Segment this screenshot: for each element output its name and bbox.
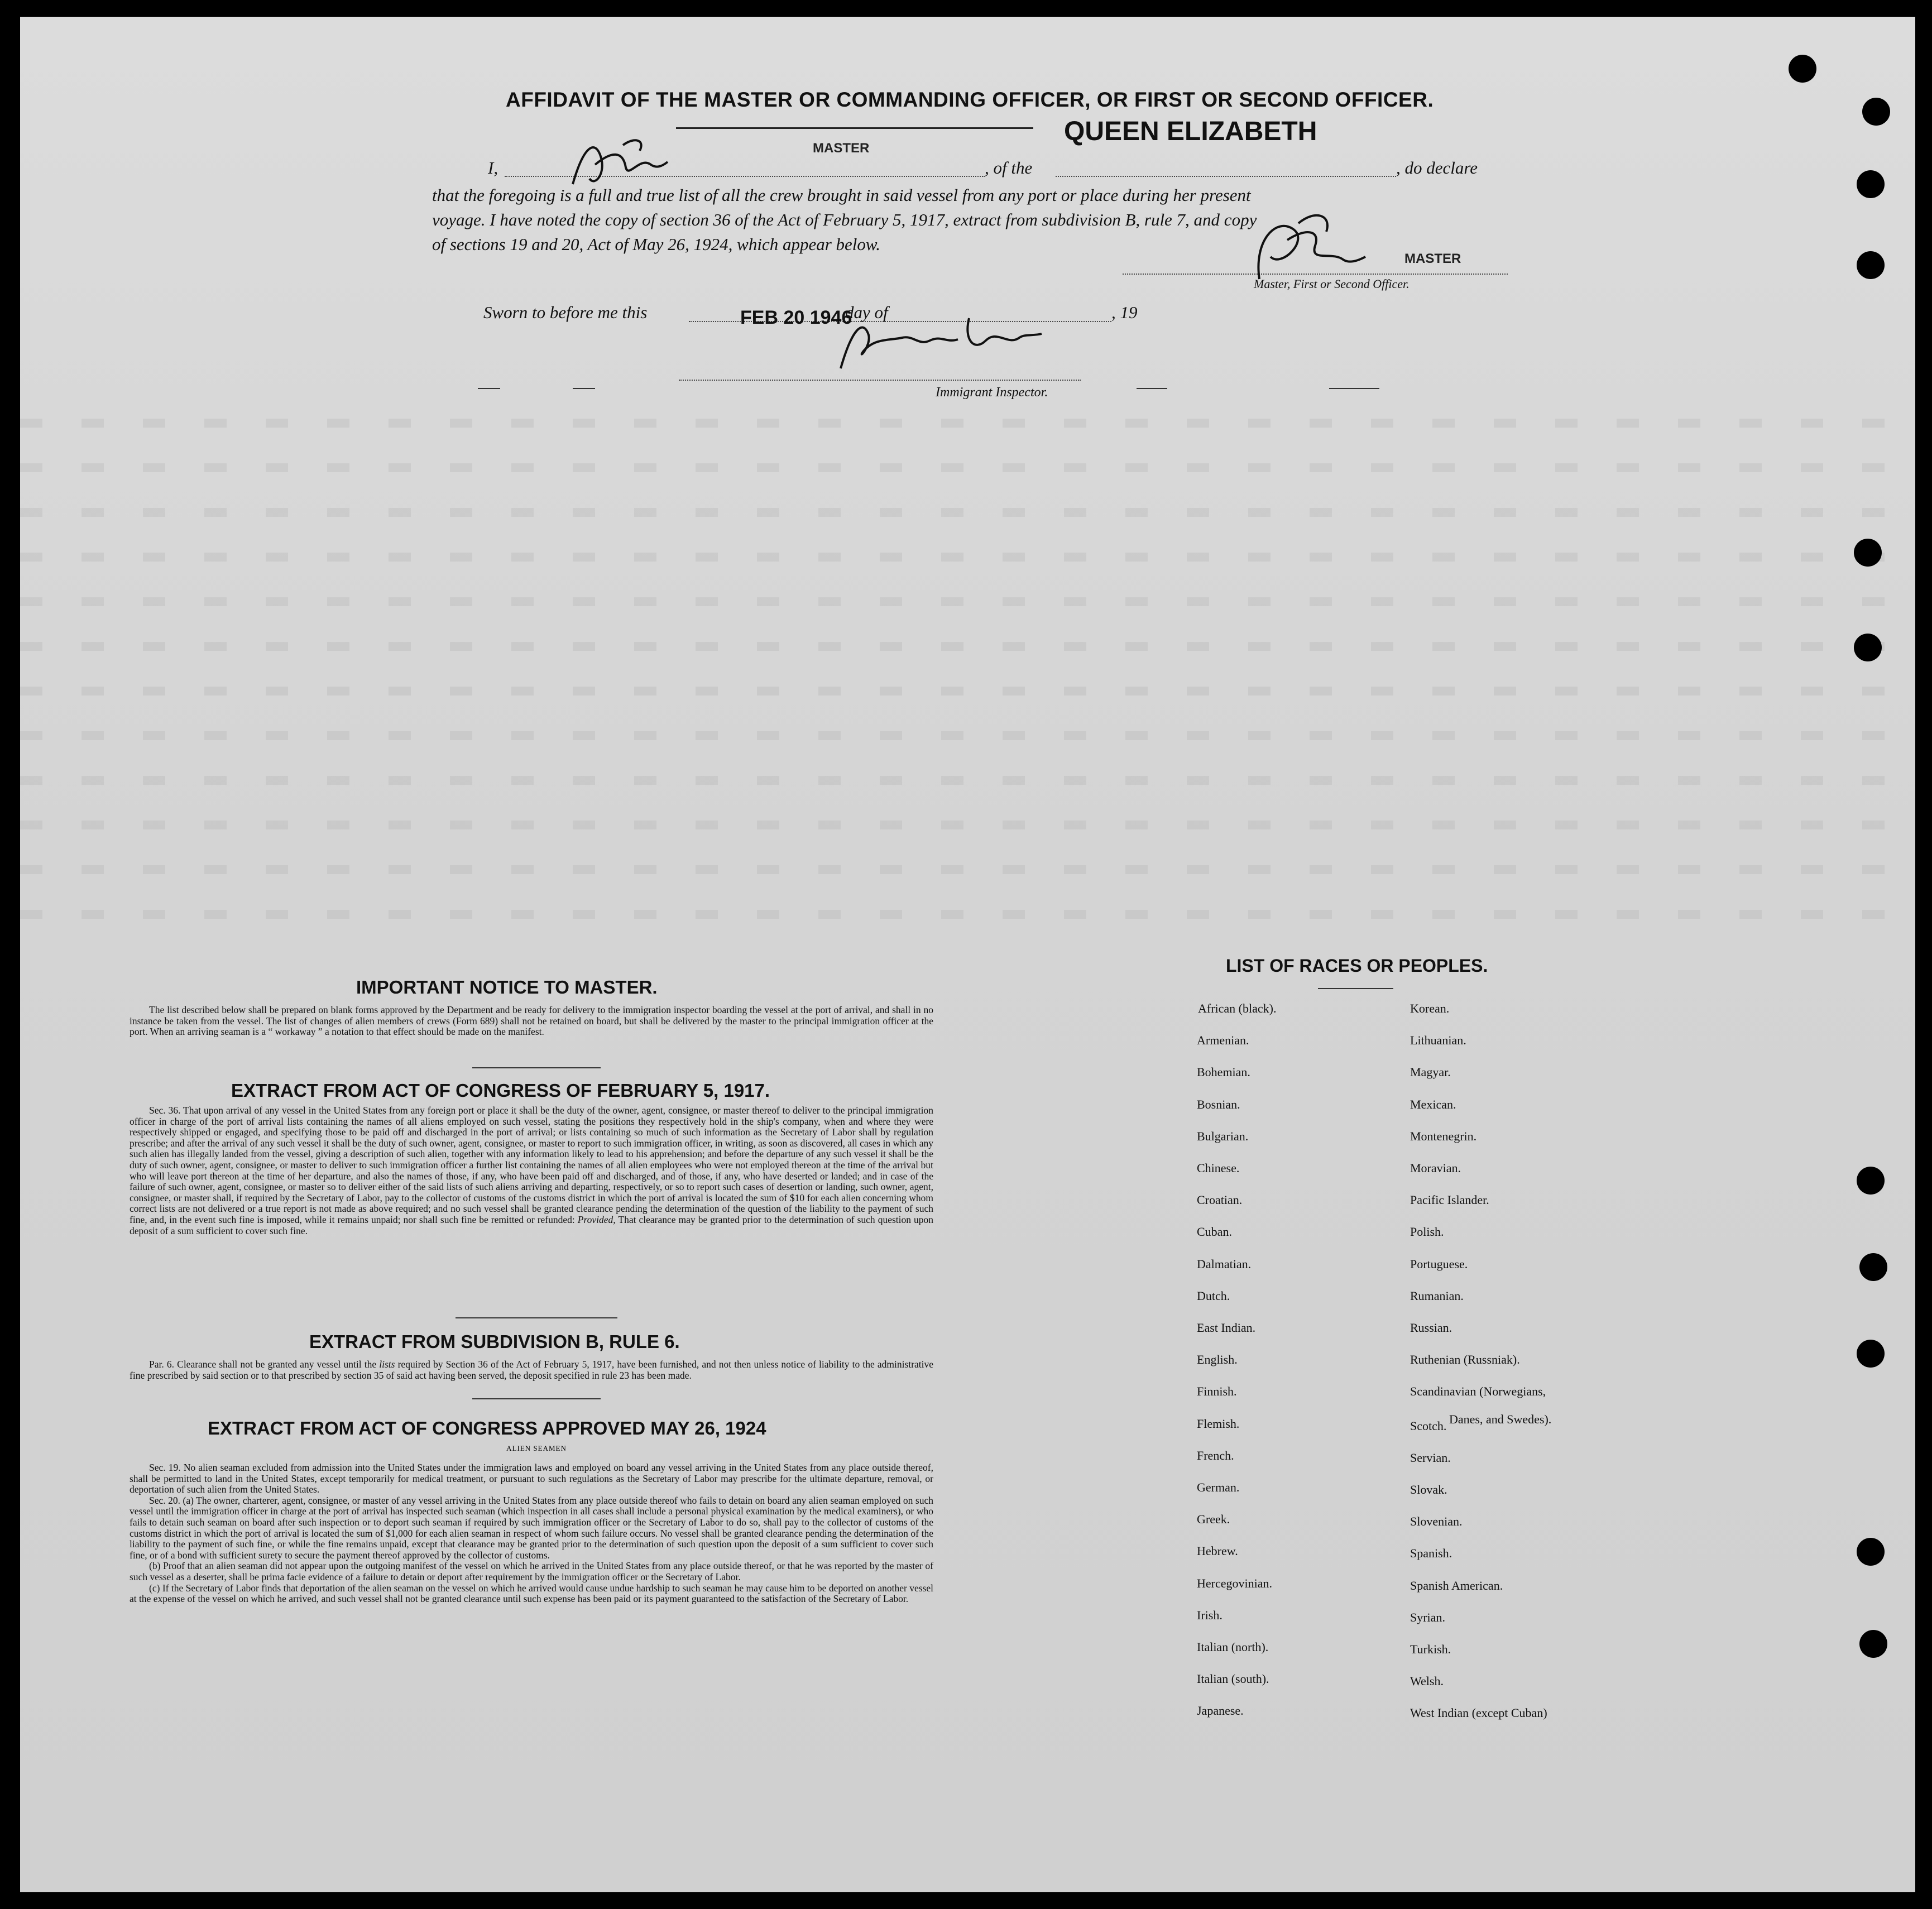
- short-dash: [1137, 388, 1167, 389]
- race-item: African (black).: [1198, 1001, 1277, 1015]
- binder-hole: [1857, 1167, 1885, 1195]
- race-item: Magyar.: [1410, 1065, 1451, 1080]
- declare-suffix: , do declare: [1396, 158, 1478, 178]
- inspector-caption: Immigrant Inspector.: [936, 385, 1048, 400]
- binder-hole: [1857, 170, 1885, 198]
- race-item: Greek.: [1197, 1512, 1230, 1527]
- race-item: Irish.: [1197, 1608, 1223, 1622]
- bleed-through-row: [20, 865, 1915, 874]
- inspector-signature-field: [679, 380, 1081, 381]
- officer-rank-stamp: MASTER: [1404, 251, 1461, 266]
- race-item: Korean.: [1410, 1001, 1450, 1015]
- par-6-text-a: Clearance shall not be granted any vessel until the: [177, 1359, 377, 1370]
- race-item: English.: [1197, 1352, 1238, 1367]
- extract-rule6-title: EXTRACT FROM SUBDIVISION B, RULE 6.: [309, 1331, 680, 1352]
- race-item: Turkish.: [1410, 1642, 1451, 1656]
- extract-1924-title: EXTRACT FROM ACT OF CONGRESS APPROVED MAY 26, 1924: [208, 1418, 766, 1438]
- race-item: Japanese.: [1197, 1704, 1244, 1718]
- lists-word: lists: [379, 1359, 395, 1370]
- race-item: Hercegovinian.: [1197, 1576, 1272, 1590]
- extract-rule6-body: [130, 1359, 933, 1381]
- race-item: Polish.: [1410, 1225, 1444, 1239]
- notice-title: IMPORTANT NOTICE TO MASTER.: [356, 977, 658, 997]
- year-prefix: , 19: [1111, 303, 1138, 322]
- section-divider: [456, 1317, 617, 1318]
- race-item: Montenegrin.: [1410, 1129, 1477, 1143]
- binder-hole: [1857, 1538, 1885, 1566]
- proviso-text: That clearance may be granted prior to the determination of such question upon deposit of a sum sufficient to cover such fine.: [130, 1213, 934, 1236]
- race-item: Spanish.: [1410, 1546, 1452, 1561]
- binder-hole: [1857, 1340, 1885, 1368]
- bleed-through-row: [20, 419, 1915, 428]
- sec-20a-text: The owner, charterer, agent, consignee, or master of any vessel arriving in the United States from any place outside thereof who fails to detain on board any alien seaman employed on such vessel until the immigration officer in charge at the port of arrival has inspected such seaman (which inspection in all cases shall include a personal physical examination by the medical examiners), or who fails to detain such seaman on board after such inspection or to deport such seaman if required by such immigration officer or the Secretary of Labor to do so, shall pay to the collector of customs of the customs district in which the port of arrival is located the sum of $1,000 for each alien seaman in respect of whom such failure occurs. No vessel shall be granted clearance pending the determination of the liability to the payment of such fine, or while the fine remains unpaid, except that clearance may be granted prior to the determination of such question upon the deposit of a sum sufficient to cover such fine, or of a bond with sufficient surety to secure the payment thereof approved by the collector of customs.: [130, 1494, 933, 1561]
- race-item: Pacific Islander.: [1410, 1193, 1489, 1207]
- race-item: Mexican.: [1410, 1097, 1456, 1111]
- section-divider: [472, 1067, 601, 1068]
- bleed-through-row: [20, 687, 1915, 696]
- declare-of-the: , of the: [985, 158, 1033, 178]
- short-dash: [1329, 388, 1379, 389]
- manifest-page: [20, 17, 1915, 1892]
- bleed-through-row: [20, 597, 1915, 606]
- binder-hole: [1859, 1630, 1887, 1658]
- bleed-through-row: [20, 642, 1915, 651]
- race-item: Flemish.: [1197, 1416, 1240, 1431]
- sworn-date-stamp: FEB 20 1946: [740, 307, 852, 328]
- inspector-signature: [824, 307, 1047, 380]
- sec-20c-text: (c) If the Secretary of Labor finds that deportation of the alien seaman on the vessel on which he arrived would cause undue hardship to such seaman he may cause him to be deported on another vessel at the expense of the vessel on which he arrived, and such vessel shall not be granted clearance until such expense has been paid or its payment guaranteed to the satisfaction of the Secretary of Labor.: [130, 1582, 933, 1605]
- binder-hole: [1854, 539, 1882, 567]
- race-item: Russian.: [1410, 1321, 1452, 1335]
- sec-36-text: That upon arrival of any vessel in the United States from any foreign port or place it shall be the duty of the owner, agent, consignee, or master thereof to deliver to the principal immigration officer in charge of the port of arrival lists containing the names of all aliens employed on such vessel, stating the positions they respectively hold in the ship's company, when and where they were respectively shipped or engaged, and specifying those to be paid off and discharged in the port of arrival; or lists containing so much of such information as the Secretary of Labor shall by regulation prescribe; and after the arrival of any such vessel it shall be the duty of such owner, agent, consignee, or master to report to such immigration officer, in writing, as soon as discovered, all cases in which any such alien has illegally landed from the vessel, giving a description of such alien, together with any information likely to lead to his apprehension; and before the departure of any such vessel it shall be the duty of such owner, agent, consignee, or master to deliver to such immigration officer a further list containing the names of all alien employees who were not employed thereon at the time of the arrival but who will leave port thereon at the time of her departure, and also the names of those, if any, who have been paid off and discharged, and of those, if any, who have deserted or landed; and in case of the failure of such owner, agent, consignee, or master so to deliver either of the said lists of such aliens arriving and departing, respectively, or so to report such cases of desertion or landing, such owner, agent, consignee, or master shall, if required by the Secretary of Labor, pay to the collector of customs of the customs district in which the port of arrival is located the sum of $10 for each alien concerning whom correct lists are not delivered or a true report is not made as above required; and no such vessel shall be granted clearance pending the determination of the question of the liability to the payment of such fine, and, in the event such fine is imposed, while it remains unpaid; nor shall such fine be remitted or refunded:: [130, 1105, 933, 1225]
- sec-20-label: Sec. 20. (a): [149, 1494, 194, 1506]
- race-item: East Indian.: [1197, 1321, 1256, 1335]
- race-item: Bohemian.: [1197, 1065, 1250, 1080]
- affidavit-body-line3: of sections 19 and 20, Act of May 26, 1924, which appear below.: [432, 234, 881, 254]
- affidavit-body-line2: voyage. I have noted the copy of section 36 of the Act of February 5, 1917, extract from subdivision B, rule 7, and copy: [432, 210, 1257, 229]
- declare-prefix: I,: [488, 158, 498, 178]
- race-item: Moravian.: [1410, 1161, 1461, 1175]
- race-item: Rumanian.: [1410, 1288, 1464, 1303]
- bleed-through-row: [20, 910, 1915, 919]
- short-dash: [478, 388, 500, 389]
- race-item: Lithuanian.: [1410, 1033, 1466, 1048]
- day-of: day of: [845, 303, 888, 322]
- race-item: Finnish.: [1197, 1384, 1237, 1399]
- bleed-through-row: [20, 463, 1915, 472]
- bleed-through-row: [20, 553, 1915, 562]
- section-divider: [472, 1398, 601, 1399]
- master-signature: [562, 134, 673, 195]
- proviso-label: Provided,: [577, 1213, 616, 1225]
- race-item: Cuban.: [1197, 1225, 1232, 1239]
- race-item: Syrian.: [1410, 1610, 1445, 1624]
- binder-hole: [1862, 98, 1890, 126]
- binder-hole: [1789, 55, 1816, 83]
- race-item: Dutch.: [1197, 1288, 1230, 1303]
- races-title: LIST OF RACES OR PEOPLES.: [1226, 956, 1488, 976]
- race-item: West Indian (except Cuban): [1410, 1706, 1547, 1720]
- race-item: Scandinavian (Norwegians,: [1410, 1384, 1546, 1399]
- race-item: Scotch.: [1410, 1418, 1447, 1433]
- race-item: Welsh.: [1410, 1674, 1444, 1689]
- notice-text: The list described below shall be prepared on blank forms approved by the Department and be ready for delivery to the immigration inspector boarding the vessel at the port of arrival, and shall in no instance be taken from the vessel. The list of changes of alien members of crews (Form 689) shall not be retained on board, but shall be delivered by the master to the principal immigration officer at the port. When an arriving seaman is a “ workaway ” a notation to that effect should be made on the manifest.: [130, 1004, 933, 1038]
- alien-seamen-subtitle: ALIEN SEAMEN: [506, 1444, 567, 1452]
- affidavit-body-line1: that the foregoing is a full and true list of all the crew brought in said vessel from any port or place during her present: [432, 185, 1251, 205]
- race-item: Dalmatian.: [1197, 1256, 1252, 1271]
- race-item: German.: [1197, 1480, 1240, 1494]
- extract-1924-body: [130, 1462, 933, 1605]
- ship-name-rule: [676, 127, 1033, 129]
- affidavit-title: AFFIDAVIT OF THE MASTER OR COMMANDING OFFICER, OR FIRST OR SECOND OFFICER.: [506, 88, 1434, 111]
- notice-body: [130, 1005, 933, 1038]
- sworn-text: Sworn to before me this: [483, 303, 648, 322]
- race-item: French.: [1197, 1448, 1234, 1462]
- ship-name: QUEEN ELIZABETH: [1064, 117, 1317, 146]
- bleed-through-row: [20, 731, 1915, 740]
- race-item: Spanish American.: [1410, 1578, 1503, 1593]
- race-item: Bosnian.: [1197, 1097, 1240, 1111]
- race-item: Italian (south).: [1197, 1672, 1269, 1686]
- par-6-label: Par. 6.: [149, 1359, 174, 1370]
- extract-1917-title: EXTRACT FROM ACT OF CONGRESS OF FEBRUARY 5, 1917.: [231, 1080, 770, 1101]
- sec-36-label: Sec. 36.: [149, 1105, 181, 1116]
- par-6-text-b: required by Section 36 of the Act of February 5, 1917, have been furnished, and not then unless notice of liability to the administrative fine prescribed by said section or to that prescribed by section 35 of said act having been served, the deposit specified in rule 23 has been made.: [130, 1359, 934, 1381]
- extract-1917-body: [130, 1105, 933, 1236]
- bleed-through-row: [20, 821, 1915, 829]
- race-item: Croatian.: [1197, 1193, 1243, 1207]
- race-item: Hebrew.: [1197, 1544, 1238, 1558]
- short-dash: [573, 388, 595, 389]
- binder-hole: [1859, 1253, 1887, 1281]
- vessel-field: [1056, 176, 1396, 177]
- rank-stamp: MASTER: [813, 141, 870, 156]
- race-item: Italian (north).: [1197, 1640, 1269, 1654]
- race-item-scandinavian-cont: Danes, and Swedes).: [1449, 1412, 1552, 1426]
- bleed-through-row: [20, 776, 1915, 785]
- sec-19-label: Sec. 19.: [149, 1462, 181, 1473]
- binder-hole: [1857, 251, 1885, 279]
- officer-caption: Master, First or Second Officer.: [1254, 277, 1410, 291]
- race-item: Chinese.: [1197, 1161, 1240, 1175]
- race-item: Slovenian.: [1410, 1514, 1463, 1529]
- race-item: Bulgarian.: [1197, 1129, 1249, 1143]
- race-item: Servian.: [1410, 1450, 1451, 1465]
- race-item: Armenian.: [1197, 1033, 1249, 1048]
- race-item: Portuguese.: [1410, 1256, 1468, 1271]
- sec-20b-text: (b) Proof that an alien seaman did not appear upon the outgoing manifest of the vessel on which he arrived in the United States from any place outside thereof, or that he was reported by the master of such vessel as a deserter, shall be prima facie evidence of a failure to detain or deport after requirement by the immigration officer or the Secretary of Labor.: [130, 1560, 933, 1582]
- bleed-through-row: [20, 508, 1915, 517]
- sec-19-text: No alien seaman excluded from admission into the United States under the immigration laws and employed on board any vessel arriving in the United States from any place outside thereof, shall be permitted to land in the United States, except temporarily for medical treatment, or pursuant to such regulations as the Secretary of Labor may prescribe for the ultimate departure, removal, or deportation of such alien from the United States.: [130, 1462, 933, 1495]
- race-item: Slovak.: [1410, 1483, 1447, 1496]
- races-divider: [1318, 988, 1393, 989]
- race-item: Ruthenian (Russniak).: [1410, 1352, 1520, 1367]
- binder-hole: [1854, 634, 1882, 661]
